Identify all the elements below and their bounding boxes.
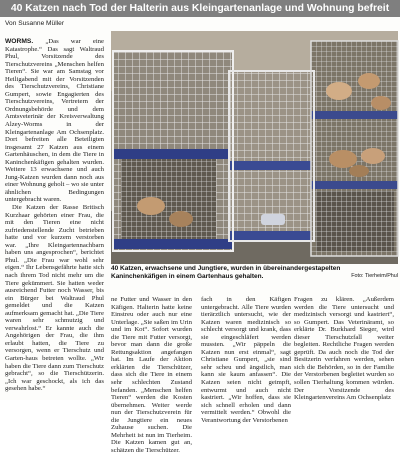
headline: 40 Katzen nach Tod der Halterin aus Kleingartenanlage und Wohnung befreit xyxy=(0,0,400,17)
article-column-3 xyxy=(201,296,291,424)
paragraph-3: ne Futter und Wasser in den Käfigen. Halterin hatte keine Einstreu oder auch nur eine Unterlage. „Sie saßen im Urin und im Kot“. Sofort wurden die Tiere mit Futter versorgt, bevor man dann die große Rettungsaktion angefangen hat. Im Laufe der Aktion erklärten die Tierschützer, dass sich die Tiere in einem sehr schlechten Zustand befanden. „Menschen helfen Tieren“ werden die Kosten übernehmen. Weiter werde nun der Tierschutzverein für die Jungtiere ein neues Zuhause suchen. Die Mehrheit ist nun im Tierheim. Die Katzen kamen gut an, schätzen die Tierschützer. xyxy=(111,296,192,454)
article-column-1 xyxy=(5,38,104,400)
article-column-2 xyxy=(111,296,192,454)
paragraph-2: Die Katzen der Rasse Britisch Kurzhaar gehörten einer Frau, die mit den Tieren eine nicht zufriedenstellende Zucht betrieben hatte und vor kurzem verstorben war. „Ihre Kleingartennachbarn haben uns angesprochen“, berichtet Phul. „Die Frau war wohl sehr eigen.“ Ihr Lebensgefährte hatte sich nach ihrem Tod nicht mehr um die Tiere gekümmert. Sie hatten weder ausreichend Futter noch Wasser, bis ein Bürger bei Waltraud Phul gemeldet und die Katzen aufmerksam gemacht hat. „Die Tiere waren sehr schmutzig und verwahrlost.“ Er kannte auch die Angehörigen der Frau, die ihm erlaubt hatten, die Tiere zu versorgen, wenn er Tierschutz und Garten-haus betreten wollte. „Wir haben die Tiere dann zum Tierschutz gebracht“, so die Tierschützerin. „Ich war geschockt, als ich das gesehen habe.“ xyxy=(5,204,104,393)
article-photo xyxy=(111,31,398,264)
byline: Von Susanne Müller xyxy=(5,20,65,27)
paragraph-1: „Das war eine Katastrophe.“ Das sagt Waltraud Phul, Vorsitzende des Tierschutzvereins „Menschen helfen Tieren“. Sie war am Samstag vor Heiligabend mit der Vorsitzenden des Tierschutzvereins, Christiane Gumpert, sowie Engagierten des Tierschutzvereins, Vertretern der Ordnungsbehörde und dem Amtsveterinär der Kreisverwaltung Alzey-Worms in der Kleingartenanlage Am Ochsenplatz. Dort befreiten alle Beteiligten insgesamt 27 Katzen aus einem Gartenhäuschen, in dem die Tiere in Kaninchenkäfigen gehalten wurden. Weitere 13 erwachsene und auch Jung-Katzen wurden dann noch aus einer Wohnung geholt – wo sie unter ähnlichen Bedingungen untergebracht waren. xyxy=(5,38,104,204)
dateline: WORMS. xyxy=(5,38,34,45)
article-column-4 xyxy=(294,296,394,400)
caption-text: 40 Katzen, erwachsene und Jungtiere, wurden in übereinandergestapelten Kaninchenkäfigen in einem Gartenhaus gehalten. xyxy=(111,265,341,280)
photo-caption xyxy=(111,265,398,280)
photo-credit: Foto: Tierheim/Phul xyxy=(351,272,398,279)
paragraph-4: fach in den Käfigen untergebracht. Alle Tiere wurden tierärztlich untersucht, wie der Katzen waren medizinisch so schlecht versorgt und krank, dass sie eingeschläfert werden mussten. „Wir päppeln die Katzen nun erst einmal“, sagt Christiane Gumpert, „sie sind sehr scheu und ängstlich, man kann sie kaum anfassen“. Die Katzen seien nicht geimpft, entwurmt und auch nicht kastriert. „Wir hoffen, dass sie sich schnell erholen und dann vermittelt werden.“ Obwohl die Verantwortung der Verstorbenen xyxy=(201,296,291,424)
paragraph-5: Fragen zu klären. „Außerdem werden die Tiere untersucht und medizinisch versorgt und kastriert“, so Gumpert. Das Veterinäramt, so erklärte Dr. Burkhard Sieger, wird dieser Tierschutzfall weiter begleiten. Rechtliche Fragen werden geprüft. Da auch noch die Tod der Besitzerin verfahren werden, sehen sich die Behörden, so in der Familie der Verstorbenen begleitet wurden so sollen Tierhaltung kommen würden. Der Vorsitzende des Kleingartenvereins Am Ochsenplatz xyxy=(294,296,394,402)
photo-illustration xyxy=(111,31,398,264)
